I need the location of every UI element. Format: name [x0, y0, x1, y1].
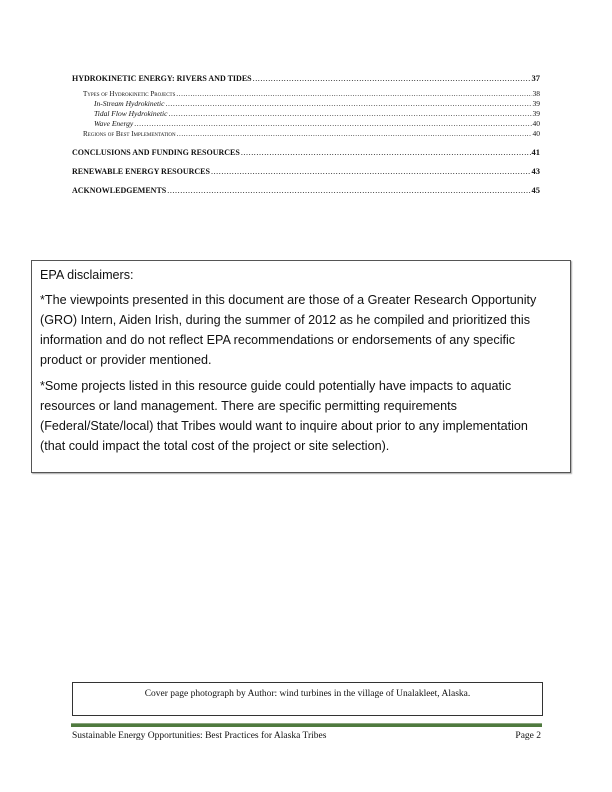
- epa-disclaimer-box: [31, 260, 571, 473]
- toc-dot-leader: [167, 185, 530, 196]
- toc-entry-page: 38: [532, 89, 540, 98]
- toc-dot-leader: [241, 147, 531, 158]
- cover-photo-caption: Cover page photograph by Author: wind turbines in the village of Unalakleet, Alaska.: [72, 682, 543, 716]
- toc-entry-types-of-hydrokinetic-projects[interactable]: [72, 89, 540, 99]
- toc-entry-label: HYDROKINETIC ENERGY: RIVERS AND TIDES: [72, 74, 252, 83]
- table-of-contents: [72, 72, 540, 196]
- toc-dot-leader: [176, 89, 531, 99]
- toc-dot-leader: [168, 109, 531, 119]
- toc-entry-tidal-flow-hydrokinetic[interactable]: [72, 109, 540, 119]
- toc-entry-label: Regions of Best Implementation: [83, 130, 176, 138]
- toc-entry-label: Types of Hydrokinetic Projects: [83, 90, 176, 98]
- toc-entry-label: Tidal Flow Hydrokinetic: [94, 109, 168, 118]
- toc-entry-label: CONCLUSIONS AND FUNDING RESOURCES: [72, 148, 240, 157]
- toc-dot-leader: [134, 119, 531, 129]
- toc-entry-in-stream-hydrokinetic[interactable]: [72, 99, 540, 109]
- toc-dot-leader: [211, 166, 531, 177]
- toc-entry-page: 37: [531, 73, 540, 83]
- footer-page-number: Page 2: [515, 731, 541, 741]
- disclaimer-title: EPA disclaimers:: [40, 268, 134, 282]
- toc-entry-hydrokinetic-energy[interactable]: [72, 72, 540, 84]
- page-footer: [72, 729, 541, 743]
- toc-entry-acknowledgements[interactable]: [72, 184, 540, 196]
- toc-dot-leader: [253, 73, 531, 84]
- disclaimer-paragraph-viewpoints: *The viewpoints presented in this document are those of a Greater Research Opportunity (GRO) Intern, Aiden Irish, during the summer of 2012 as he compiled and prioritized this information and do not reflect EPA recommendations or endorsements of any specific product or provider mentioned.: [40, 293, 537, 367]
- toc-entry-label: ACKNOWLEDGEMENTS: [72, 186, 167, 195]
- toc-entry-page: 41: [531, 147, 540, 157]
- toc-entry-page: 45: [531, 185, 540, 195]
- toc-entry-conclusions-and-funding[interactable]: [72, 146, 540, 158]
- toc-entry-label: In-Stream Hydrokinetic: [94, 99, 165, 108]
- toc-dot-leader: [165, 99, 531, 109]
- toc-entry-label: Wave Energy: [94, 119, 134, 128]
- toc-dot-leader: [177, 129, 532, 139]
- footer-divider: [71, 723, 542, 727]
- toc-entry-page: 39: [532, 109, 540, 118]
- toc-entry-label: RENEWABLE ENERGY RESOURCES: [72, 167, 210, 176]
- footer-document-title: Sustainable Energy Opportunities: Best Practices for Alaska Tribes: [72, 731, 327, 741]
- toc-entry-renewable-energy-resources[interactable]: [72, 165, 540, 177]
- toc-entry-page: 43: [531, 166, 540, 176]
- toc-entry-page: 40: [532, 119, 540, 128]
- toc-entry-page: 40: [532, 129, 540, 138]
- toc-entry-wave-energy[interactable]: [72, 119, 540, 129]
- disclaimer-paragraph-permitting: *Some projects listed in this resource guide could potentially have impacts to aquatic resources or land management. There are specific permitting requirements (Federal/State/local) that Tribes would want to inquire about prior to any implementation (that could impact the total cost of the project or site selection).: [40, 379, 528, 453]
- toc-entry-page: 39: [532, 99, 540, 108]
- toc-entry-regions-of-best-implementation[interactable]: [72, 129, 540, 139]
